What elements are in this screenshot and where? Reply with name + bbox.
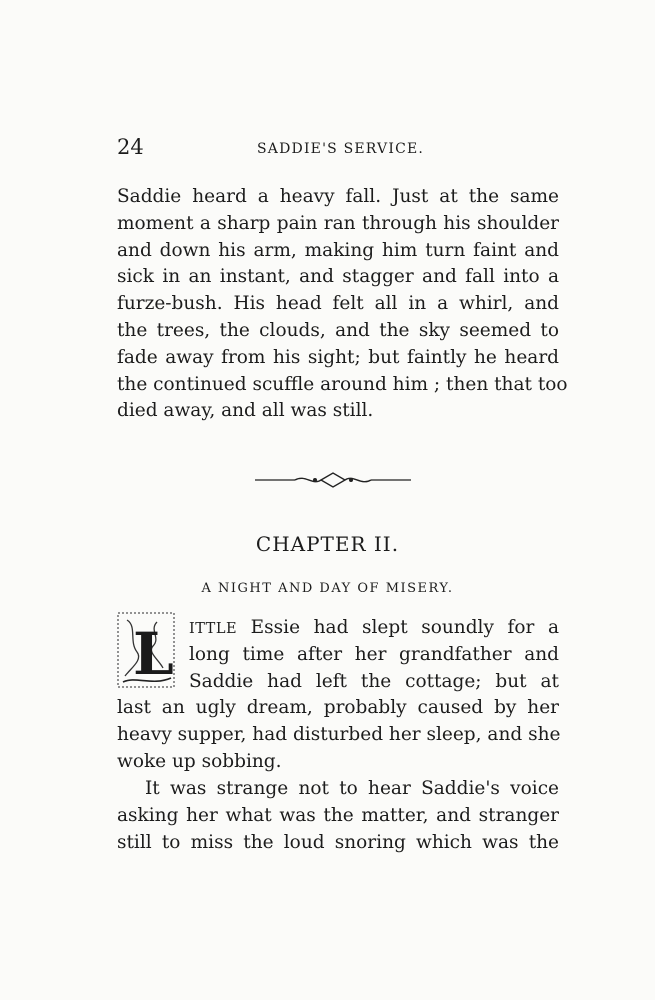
decorated-dropcap-l-icon <box>117 612 175 688</box>
text-line: asking her what was the matter, and stranger <box>117 804 559 826</box>
page-number: 24 <box>117 135 144 159</box>
text-line: Saddie heard a heavy fall. Just at the same <box>117 186 559 207</box>
svg-text:L: L <box>133 620 174 688</box>
paragraph-2-beside-cap <box>189 615 559 695</box>
text-line: the continued scuffle around him ; then that too <box>117 373 568 395</box>
scroll-ornament-divider-icon <box>255 470 411 490</box>
text-line: moment a sharp pain ran through his shoulder <box>117 212 559 234</box>
chapter-subtitle: A NIGHT AND DAY OF MISERY. <box>201 581 454 596</box>
text-line: the trees, the clouds, and the sky seemed to <box>117 319 559 341</box>
first-word-smallcaps: ITTLE <box>189 621 238 637</box>
text-line: died away, and all was still. <box>117 400 374 422</box>
text-line: Saddie had left the cottage; but at <box>189 670 559 692</box>
text-line <box>189 615 559 642</box>
text-line: sick in an instant, and stagger and fall into a <box>117 266 559 288</box>
line-rest: Essie had slept soundly for a <box>237 617 559 638</box>
text-line: woke up sobbing. <box>117 750 282 772</box>
text-line: furze-bush. His head felt all in a whirl, and <box>117 293 559 315</box>
text-line: still to miss the loud snoring which was the <box>117 831 559 853</box>
running-title: SADDIE'S SERVICE. <box>257 141 425 157</box>
text-line: It was strange not to hear Saddie's voice <box>145 778 559 799</box>
paragraph-2-continued <box>117 695 559 775</box>
chapter-title: CHAPTER II. <box>255 532 400 556</box>
text-line: and down his arm, making him turn faint and <box>117 239 559 261</box>
text-line: fade away from his sight; but faintly he heard <box>117 346 559 368</box>
text-line: long time after her grandfather and <box>189 643 559 665</box>
text-line: last an ugly dream, probably caused by her <box>117 697 559 718</box>
text-line: heavy supper, had disturbed her sleep, and she <box>117 723 561 745</box>
paragraph-3 <box>117 776 559 856</box>
running-head <box>117 135 557 161</box>
paragraph-1 <box>117 184 568 425</box>
